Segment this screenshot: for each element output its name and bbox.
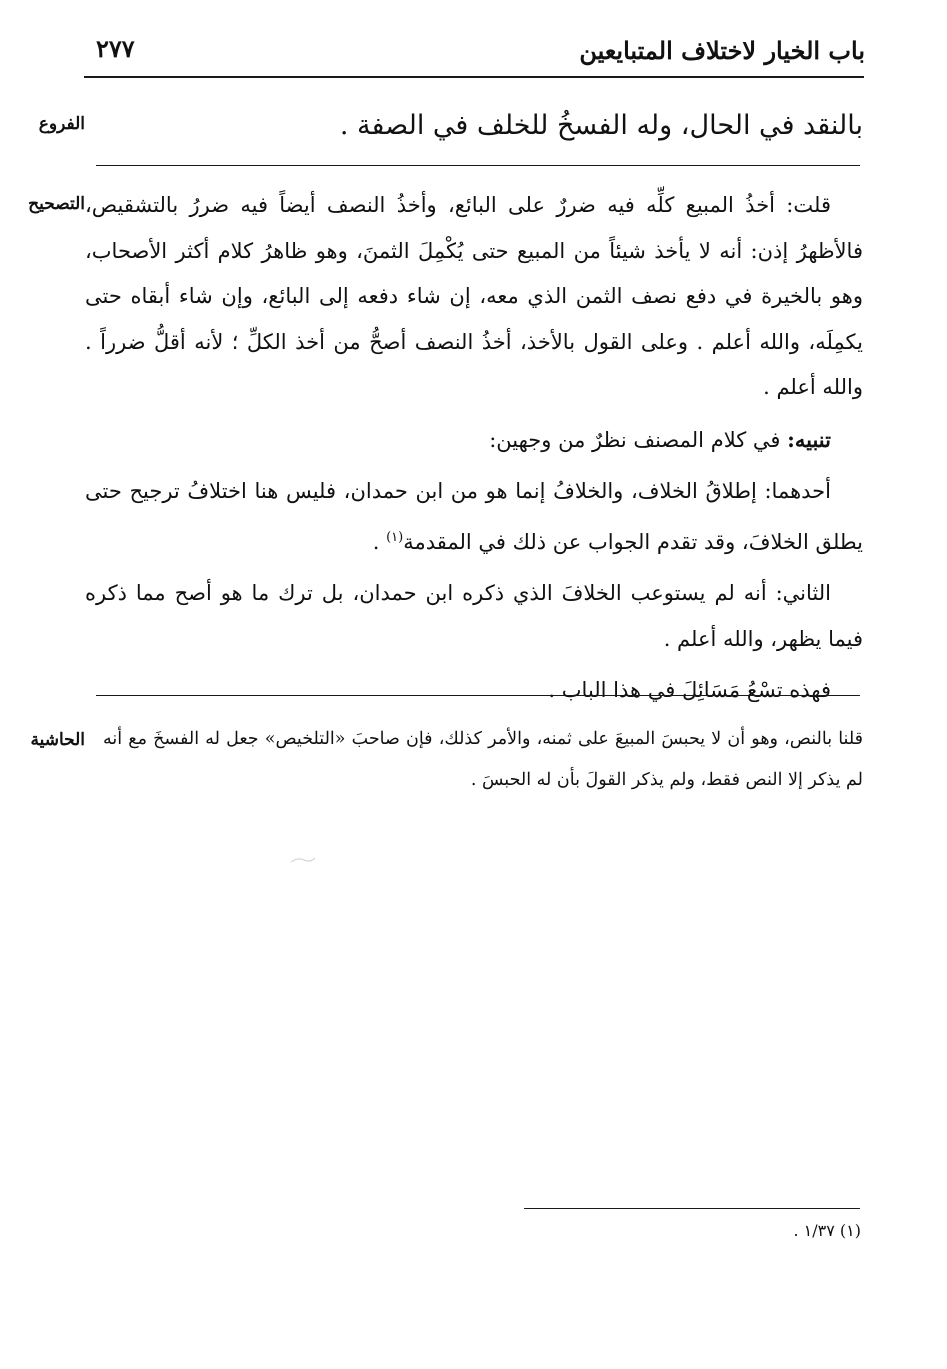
section-divider-1 (96, 165, 860, 166)
section-divider-2 (96, 695, 860, 696)
margin-label-tashih: التصحيح (28, 194, 85, 214)
tanbih-label: تنبيه: (787, 426, 831, 452)
running-header-title: باب الخيار لاختلاف المتبايعين (579, 36, 865, 65)
tanbih-text: في كلام المصنف نظرٌ من وجهين: (489, 427, 781, 452)
first-point-end: . (372, 529, 387, 554)
tanbih-paragraph (85, 417, 863, 464)
first-point-text: أحدهما: إطلاقُ الخلاف، والخلافُ إنما هو من ابن حمدان، فليس هنا اختلافُ ترجيح حتى يطلق الخلافَ، وقد تقدم الجواب عن ذلك في المقدمة (85, 479, 863, 554)
header-rule (84, 76, 864, 78)
furu-text: بالنقد في الحال، وله الفسخُ للخلف في الصفة . (339, 110, 863, 141)
footnote-text: (١) ١/٣٧ . (793, 1221, 861, 1240)
tashih-text-block (85, 183, 863, 714)
tashih-paragraph-closing: فهذه تسْعُ مَسَائِلَ في هذا الباب . (548, 678, 831, 702)
tashih-paragraph-1: قلت: أخذُ المبيع كلِّه فيه ضررٌ على البائع، وأخذُ النصف أيضاً فيه ضررُ بالتشقيص، فالأظهرُ إذن: أنه لا يأخذ شيئاً من المبيع حتى يُكْمِلَ الثمنَ، وهو ظاهرُ كلام أكثر الأصحاب، وهو بالخيرة في دفع نصف الثمن الذي معه، إن شاء دفعه إلى البائع، وإن شاء أبقاه حتى يكمِلَه، والله أعلم . وعلى القول بالأخذ، أخذُ النصف أصحُّ من أخذ الكلِّ ؛ لأنه أقلُّ ضرراً . والله أعلم . (85, 193, 863, 399)
margin-label-furu: الفروع (38, 114, 85, 134)
hashiya-text: قلنا بالنص، وهو أن لا يحبسَ المبيعَ على ثمنه، والأمر كذلك، فإن صاحبَ «التلخيص» جعل له الفسخَ مع أنه لم يذكر إلا النص فقط، ولم يذكر القولَ بأن له الحبسَ . (103, 729, 863, 790)
scan-smudge (290, 856, 316, 864)
tashih-paragraph-first-point (85, 469, 863, 565)
margin-label-hashiya: الحاشية (30, 730, 85, 750)
page-number: ٢٧٧ (96, 34, 135, 63)
tashih-paragraph-second-point: الثاني: أنه لم يستوعب الخلافَ الذي ذكره ابن حمدان، بل ترك ما هو أصح مما ذكره فيما يظهر، والله أعلم . (85, 581, 863, 651)
footnote-rule (524, 1208, 860, 1209)
footnote-reference: (١) (386, 529, 404, 545)
